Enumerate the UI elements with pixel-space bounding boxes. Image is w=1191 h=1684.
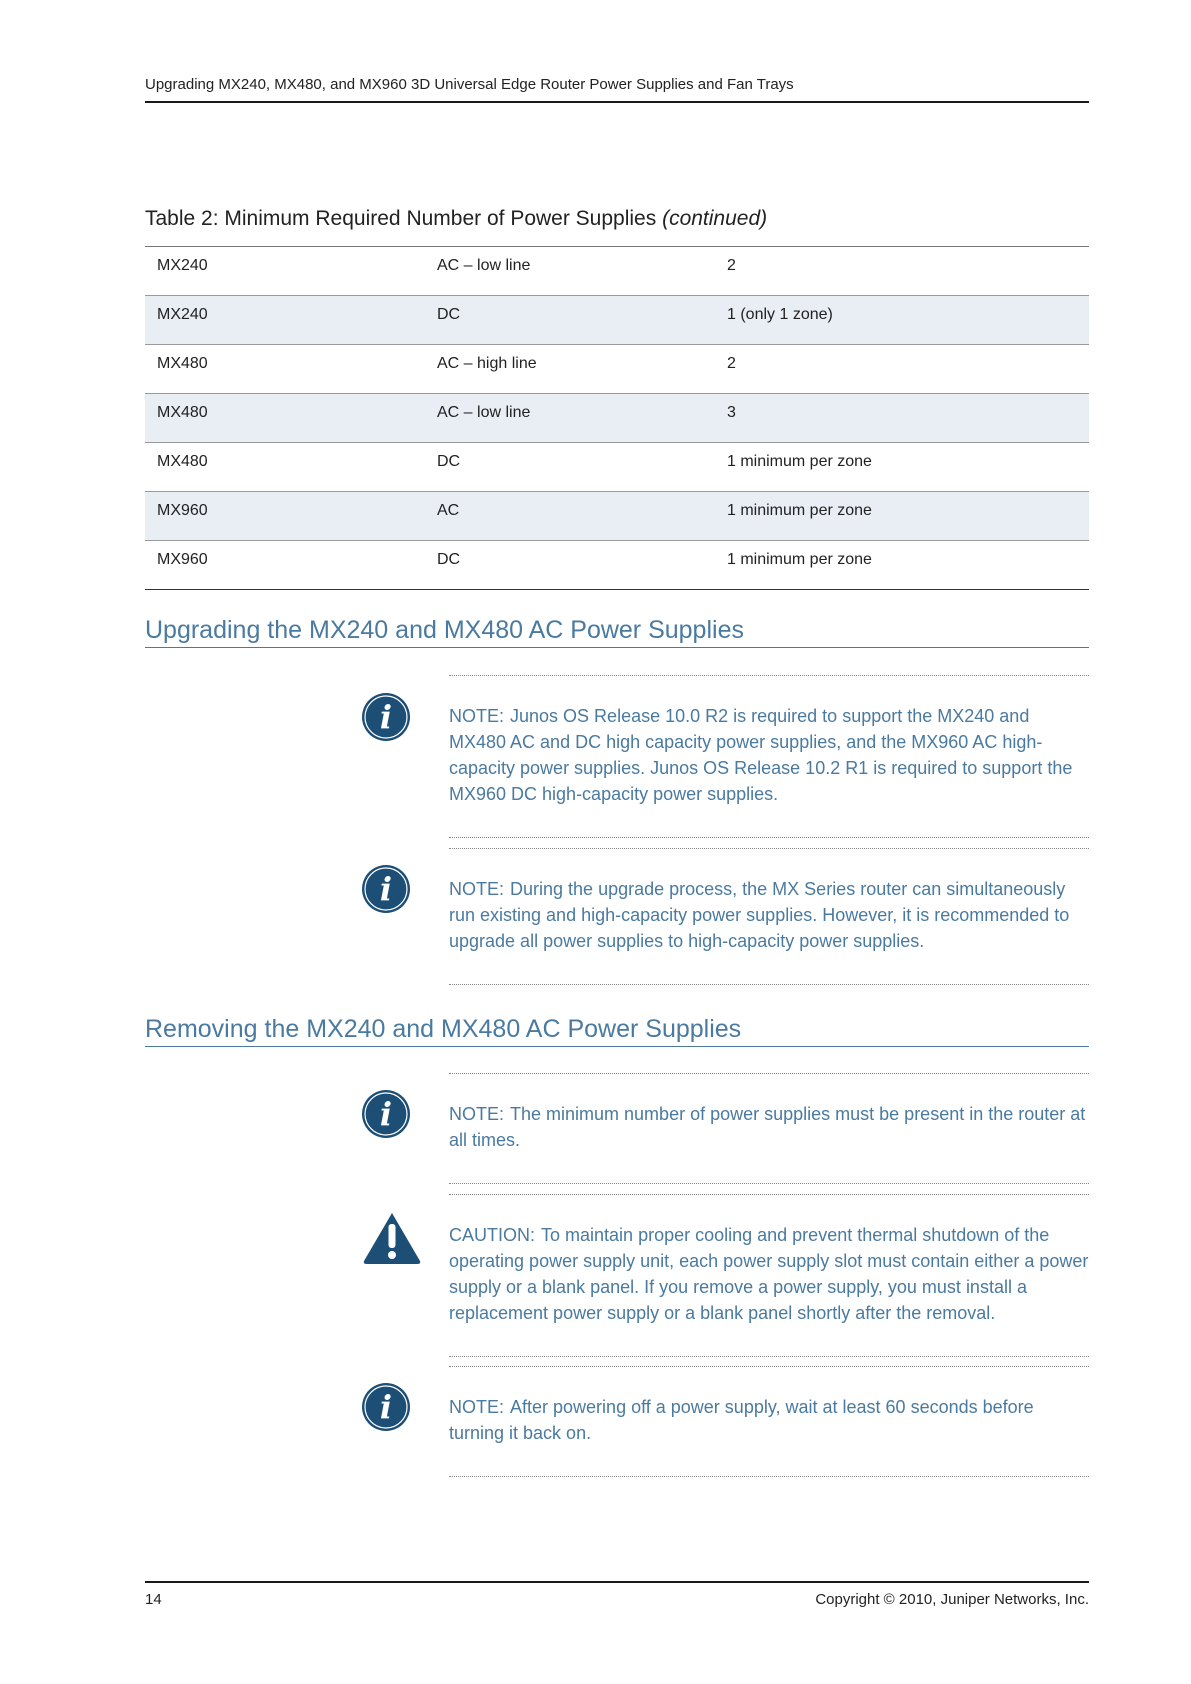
svg-text:i: i	[379, 870, 393, 908]
table-row	[145, 443, 1089, 492]
info-icon	[361, 692, 411, 742]
table-cell-count: 1 minimum per zone	[727, 502, 872, 519]
notice-text: To maintain proper cooling and prevent thermal shutdown of the operating power supply unit, each power supply slot must contain either a power supply or a blank panel. If you remove a power supply, you must install a replacement power supply or a blank panel shortly after the removal.	[449, 1225, 1089, 1323]
table-cell-type: AC	[437, 502, 460, 519]
copyright: Copyright © 2010, Juniper Networks, Inc.	[815, 1591, 1089, 1608]
table-cell-router: MX960	[157, 502, 208, 519]
table-cell-count: 2	[727, 355, 736, 372]
table-caption-title: Table 2: Minimum Required Number of Power Supplies	[145, 207, 657, 230]
notice-rule-bottom	[449, 1476, 1089, 1477]
page-footer	[145, 1581, 1089, 1608]
notice-rule-bottom	[449, 984, 1089, 985]
info-icon	[361, 864, 411, 914]
notice-rule-top	[449, 1194, 1089, 1195]
notice-rule-top	[449, 675, 1089, 676]
table-row	[145, 394, 1089, 443]
notice-label: NOTE:	[449, 879, 505, 899]
table-cell-type: AC – high line	[437, 355, 537, 372]
table-cell-type: DC	[437, 306, 461, 323]
section-heading-upgrading: Upgrading the MX240 and MX480 AC Power Supplies	[145, 616, 1089, 648]
table-row	[145, 492, 1089, 541]
table-caption-suffix: (continued)	[662, 207, 768, 230]
notice-rule-bottom	[449, 1356, 1089, 1357]
page-number: 14	[145, 1591, 162, 1608]
notice-rule-bottom	[449, 837, 1089, 838]
svg-text:i: i	[379, 1095, 393, 1133]
warning-icon	[361, 1210, 423, 1266]
notice-rule-top	[449, 848, 1089, 849]
table-cell-count: 3	[727, 404, 736, 421]
table-cell-router: MX960	[157, 551, 208, 568]
notice-rule-top	[449, 1073, 1089, 1074]
table-cell-router: MX240	[157, 257, 208, 274]
table-cell-router: MX480	[157, 404, 208, 421]
notice-rule-bottom	[449, 1183, 1089, 1184]
info-icon	[361, 1382, 411, 1432]
notice-note	[449, 1366, 1089, 1477]
notice-text: Junos OS Release 10.0 R2 is required to support the MX240 and MX480 AC and DC high capacity power supplies, and the MX960 AC high-capacity power supplies. Junos OS Release 10.2 R1 is required to support the MX960 DC high-capacity power supplies.	[449, 706, 1073, 804]
table-cell-count: 1 minimum per zone	[727, 453, 872, 470]
table-cell-type: DC	[437, 453, 461, 470]
table-cell-type: AC – low line	[437, 404, 531, 421]
notice-label: NOTE:	[449, 1397, 505, 1417]
table-cell-count: 1 (only 1 zone)	[727, 306, 833, 323]
table-row	[145, 345, 1089, 394]
running-header: Upgrading MX240, MX480, and MX960 3D Universal Edge Router Power Supplies and Fan Trays	[145, 76, 1089, 103]
table-cell-type: AC – low line	[437, 257, 531, 274]
table-row	[145, 247, 1089, 296]
notice-label: NOTE:	[449, 706, 505, 726]
table-cell-count: 2	[727, 257, 736, 274]
table-cell-router: MX240	[157, 306, 208, 323]
notice-label: NOTE:	[449, 1104, 505, 1124]
notice-note	[449, 675, 1089, 838]
table-cell-type: DC	[437, 551, 461, 568]
table-cell-count: 1 minimum per zone	[727, 551, 872, 568]
table-cell-router: MX480	[157, 453, 208, 470]
notice-text: The minimum number of power supplies must be present in the router at all times.	[449, 1104, 1086, 1150]
info-icon	[361, 1089, 411, 1139]
table-caption	[145, 207, 767, 231]
notice-note	[449, 848, 1089, 985]
notice-label: CAUTION:	[449, 1225, 536, 1245]
section-heading-removing: Removing the MX240 and MX480 AC Power Supplies	[145, 1015, 1089, 1047]
power-supply-table	[145, 246, 1089, 590]
notice-text: During the upgrade process, the MX Series router can simultaneously run existing and high-capacity power supplies. However, it is recommended to upgrade all power supplies to high-capacity power supplies.	[449, 879, 1070, 951]
table-row	[145, 541, 1089, 590]
notice-caution	[449, 1194, 1089, 1357]
notice-rule-top	[449, 1366, 1089, 1367]
svg-text:i: i	[379, 698, 393, 736]
notice-note	[449, 1073, 1089, 1184]
table-cell-router: MX480	[157, 355, 208, 372]
notice-text: After powering off a power supply, wait at least 60 seconds before turning it back on.	[449, 1397, 1034, 1443]
svg-text:i: i	[379, 1388, 393, 1426]
table-row	[145, 296, 1089, 345]
